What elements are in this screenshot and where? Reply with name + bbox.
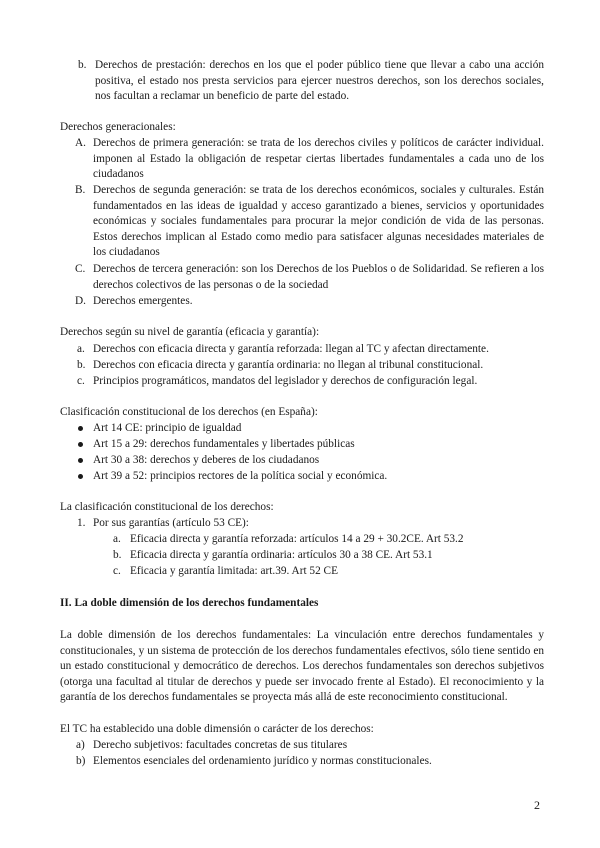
list-item-text: Art 30 a 38: derechos y deberes de los ciudadanos bbox=[93, 454, 320, 466]
list-item-text: Derechos de tercera generación: son los Derechos de los Pueblos o de Solidaridad. Se refieren a los derechos colectivos de las personas o de la sociedad bbox=[93, 263, 544, 291]
section-title-clasificacion: La clasificación constitucional de los derechos: bbox=[60, 501, 274, 513]
list-marker: b) bbox=[76, 755, 86, 767]
list-item-text: Art 15 a 29: derechos fundamentales y libertades públicas bbox=[93, 438, 355, 450]
body-paragraph: La doble dimensión de los derechos fundamentales: La vinculación entre derechos fundamentales y constitucionales, y un sistema de protección de los derechos fundamentales efectivos, sólo tiene sentido en un estado constitucional y democrático de derechos. Los derechos fundamentales son derechos subjetivos (otorga una facultad al titular de derechos y puede ser invocado frente al Estado). El reconocimiento y la garantía de los derechos fundamentales se proyecta más allá de este reconocimiento constitucional. bbox=[60, 629, 544, 703]
list-marker: a. bbox=[77, 343, 85, 355]
section-heading: II. La doble dimensión de los derechos fundamentales bbox=[60, 597, 319, 609]
list-item-text: Eficacia directa y garantía reforzada: artículos 14 a 29 + 30.2CE. Art 53.2 bbox=[130, 533, 464, 545]
bullet-icon bbox=[78, 458, 83, 463]
bullet-icon bbox=[78, 442, 83, 447]
section-title-constitucional: Clasificación constitucional de los derechos (en España): bbox=[60, 406, 318, 418]
list-item-text: Derechos de primera generación: se trata de los derechos civiles y políticos de carácter individual. imponen al Estado la obligación de respetar ciertas libertades fundamentales a cada uno de los ciudadanos bbox=[93, 137, 544, 180]
list-marker: 1. bbox=[77, 517, 86, 529]
list-marker: a. bbox=[113, 533, 121, 545]
list-item-text: Elementos esenciales del ordenamiento jurídico y normas constitucionales. bbox=[93, 755, 432, 767]
list-marker: b. bbox=[113, 549, 122, 561]
list-marker: A. bbox=[75, 137, 86, 149]
list-item-text: Derechos de prestación: derechos en los que el poder público tiene que llevar a cabo una acción positiva, el estado nos presta servicios para ejercer nuestros derechos, son los derechos sociales, nos facultan a reclamar un beneficio de parte del estado. bbox=[95, 59, 544, 102]
list-item-text: Eficacia y garantía limitada: art.39. Art 52 CE bbox=[130, 565, 338, 577]
list-item-text: Por sus garantías (artículo 53 CE): bbox=[93, 517, 249, 529]
list-item-text: Principios programáticos, mandatos del legislador y derechos de configuración legal. bbox=[93, 375, 478, 387]
section-title-tc: El TC ha establecido una doble dimensión o carácter de los derechos: bbox=[60, 723, 374, 735]
list-marker: a) bbox=[76, 739, 85, 751]
bullet-icon bbox=[78, 426, 83, 431]
list-item-text: Derechos de segunda generación: se trata de los derechos económicos, sociales y culturales. Están fundamentados en las ideas de igualdad y acceso garantizado a bienes, servicios y oportunidades económicas y sociales fundamentales para procurar la mejor condición de vida de las personas. Estos derechos implican al Estado como medio para satisfacer algunas necesidades materiales de los ciudadanos bbox=[93, 184, 544, 258]
list-item-text: Derechos con eficacia directa y garantía ordinaria: no llegan al tribunal constitucional. bbox=[93, 359, 484, 371]
list-marker: B. bbox=[75, 184, 86, 196]
list-marker: b. bbox=[78, 59, 87, 71]
bullet-icon bbox=[78, 474, 83, 479]
list-item-text: Derechos con eficacia directa y garantía reforzada: llegan al TC y afectan directamente. bbox=[93, 343, 489, 355]
list-item-text: Art 39 a 52: principios rectores de la política social y económica. bbox=[93, 470, 388, 482]
list-marker: c. bbox=[77, 375, 85, 387]
section-title-generacionales: Derechos generacionales: bbox=[60, 121, 176, 133]
list-item-text: Art 14 CE: principio de igualdad bbox=[93, 422, 242, 434]
list-marker: c. bbox=[113, 565, 121, 577]
list-item-text: Eficacia directa y garantía ordinaria: artículos 30 a 38 CE. Art 53.1 bbox=[130, 549, 433, 561]
page-number: 2 bbox=[534, 798, 540, 812]
list-marker: C. bbox=[75, 263, 86, 275]
list-item-text: Derechos emergentes. bbox=[93, 295, 193, 307]
list-marker: D. bbox=[75, 295, 86, 307]
list-marker: b. bbox=[77, 359, 86, 371]
section-title-garantia: Derechos según su nivel de garantía (eficacia y garantía): bbox=[60, 326, 320, 338]
list-item-text: Derecho subjetivos: facultades concretas de sus titulares bbox=[93, 739, 348, 751]
